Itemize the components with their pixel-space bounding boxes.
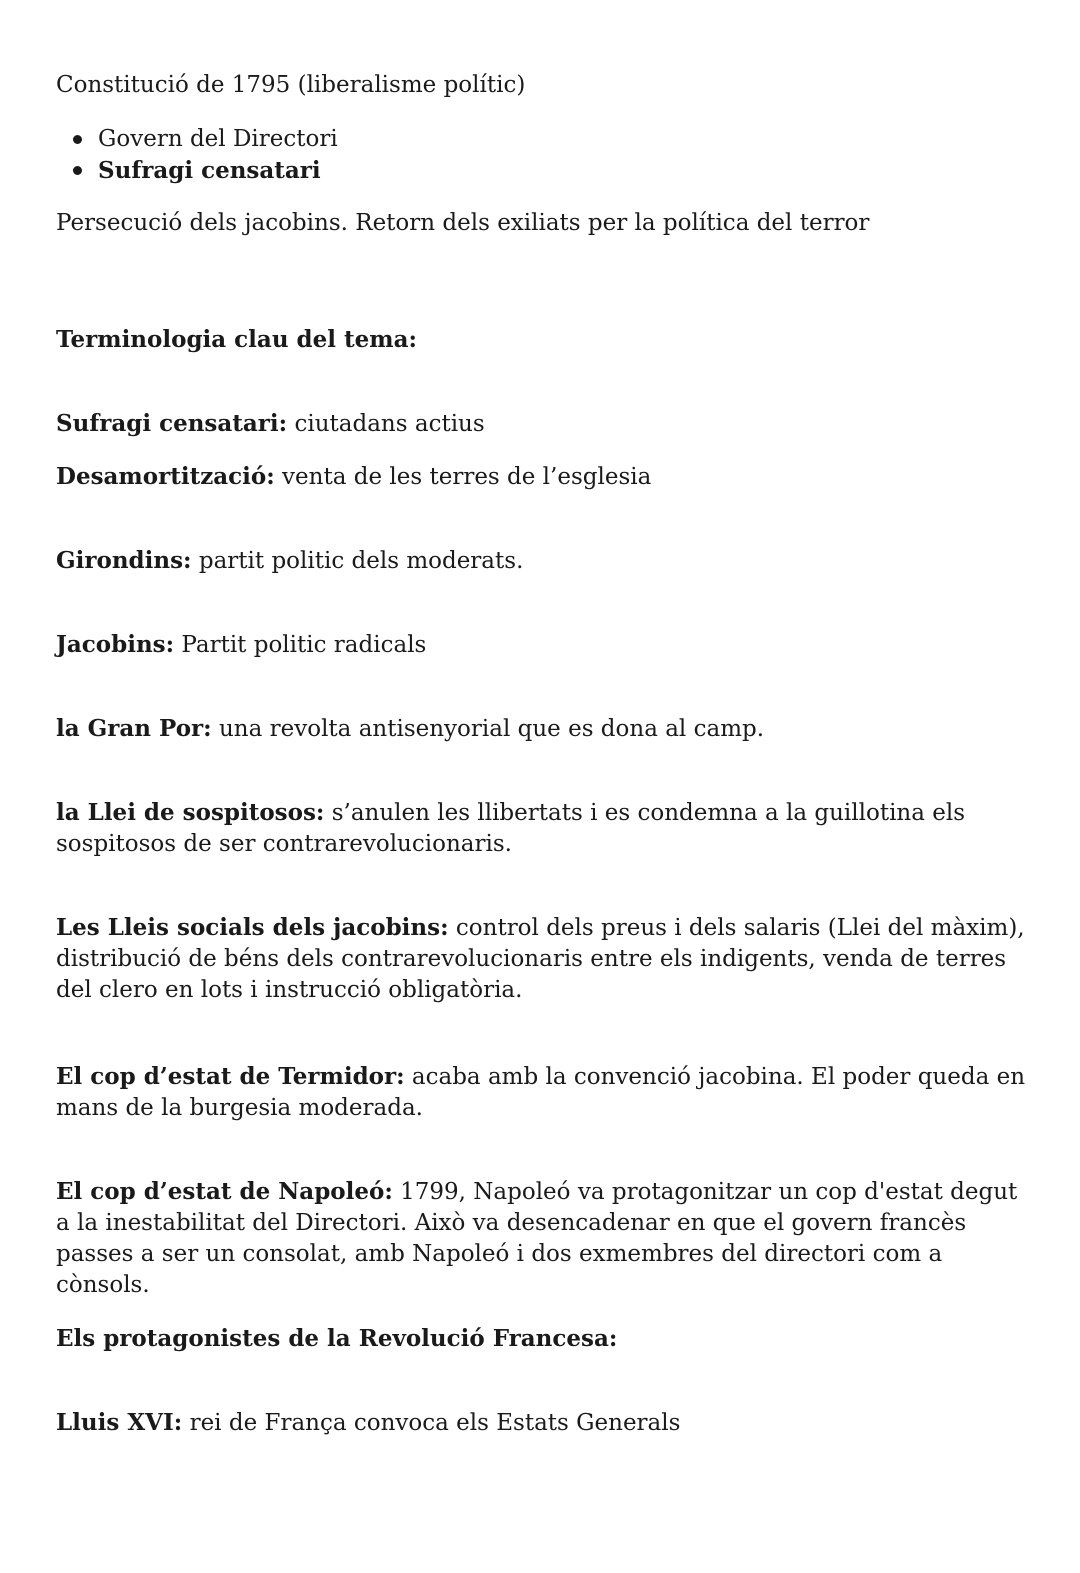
term-definition: partit politic dels moderats. <box>191 548 524 574</box>
term-entry <box>56 1061 1031 1124</box>
term-label: El cop d’estat de Termidor: <box>56 1063 405 1090</box>
constitution-line: Constitució de 1795 (liberalisme polític) <box>56 72 526 98</box>
term-entry <box>56 461 1031 493</box>
bullet-icon <box>73 135 82 144</box>
term-label: Jacobins: <box>56 631 175 658</box>
list-item-text: Sufragi censatari <box>98 157 321 184</box>
term-label: Lluis XVI: <box>56 1409 183 1436</box>
term-label: la Gran Por: <box>56 715 212 742</box>
term-label: Sufragi censatari: <box>56 410 288 437</box>
bullet-icon <box>73 166 82 175</box>
list-item-text: Govern del Directori <box>98 126 338 152</box>
term-definition: control dels preus i dels salaris (Llei del màxim), distribució de béns dels contrarevolucionaris entre els indigents, venda de terres del clero en lots i instrucció obligatòria. <box>56 915 1025 1003</box>
list-item <box>56 155 338 187</box>
protagonists-heading: Els protagonistes de la Revolució Francesa: <box>56 1325 618 1352</box>
term-definition: rei de França convoca els Estats Generals <box>182 1410 681 1436</box>
term-label: Desamortització: <box>56 463 275 490</box>
term-definition: una revolta antisenyorial que es dona al camp. <box>211 716 765 742</box>
term-entry <box>56 1407 1031 1439</box>
term-label: la Llei de sospitosos: <box>56 799 325 826</box>
term-definition: s’anulen les llibertats i es condemna a la guillotina els sospitosos de ser contrarevolucionaris. <box>56 800 966 857</box>
term-definition: venta de les terres de l’esglesia <box>274 464 652 490</box>
terminology-heading: Terminologia clau del tema: <box>56 326 417 353</box>
term-entry <box>56 713 1031 745</box>
term-definition: ciutadans actius <box>287 411 485 437</box>
persecution-line: Persecució dels jacobins. Retorn dels exiliats per la política del terror <box>56 210 870 236</box>
term-entry <box>56 1176 1031 1301</box>
bullet-list <box>56 124 338 187</box>
term-definition: acaba amb la convenció jacobina. El poder queda en mans de la burgesia moderada. <box>56 1064 1026 1121</box>
term-label: El cop d’estat de Napoleó: <box>56 1178 393 1205</box>
term-entry <box>56 629 1031 661</box>
term-entry <box>56 912 1031 1006</box>
term-entry <box>56 797 1031 860</box>
term-definition: 1799, Napoleó va protagonitzar un cop d'estat degut a la inestabilitat del Directori. Això va desencadenar en que el govern francès passes a ser un consolat, amb Napoleó i dos exmembres del directori com a cònsols. <box>56 1179 1018 1298</box>
term-entry <box>56 408 1031 440</box>
list-item <box>56 124 338 155</box>
term-label: Girondins: <box>56 547 192 574</box>
term-label: Les Lleis socials dels jacobins: <box>56 914 449 941</box>
term-definition: Partit politic radicals <box>174 632 427 658</box>
term-entry <box>56 545 1031 577</box>
